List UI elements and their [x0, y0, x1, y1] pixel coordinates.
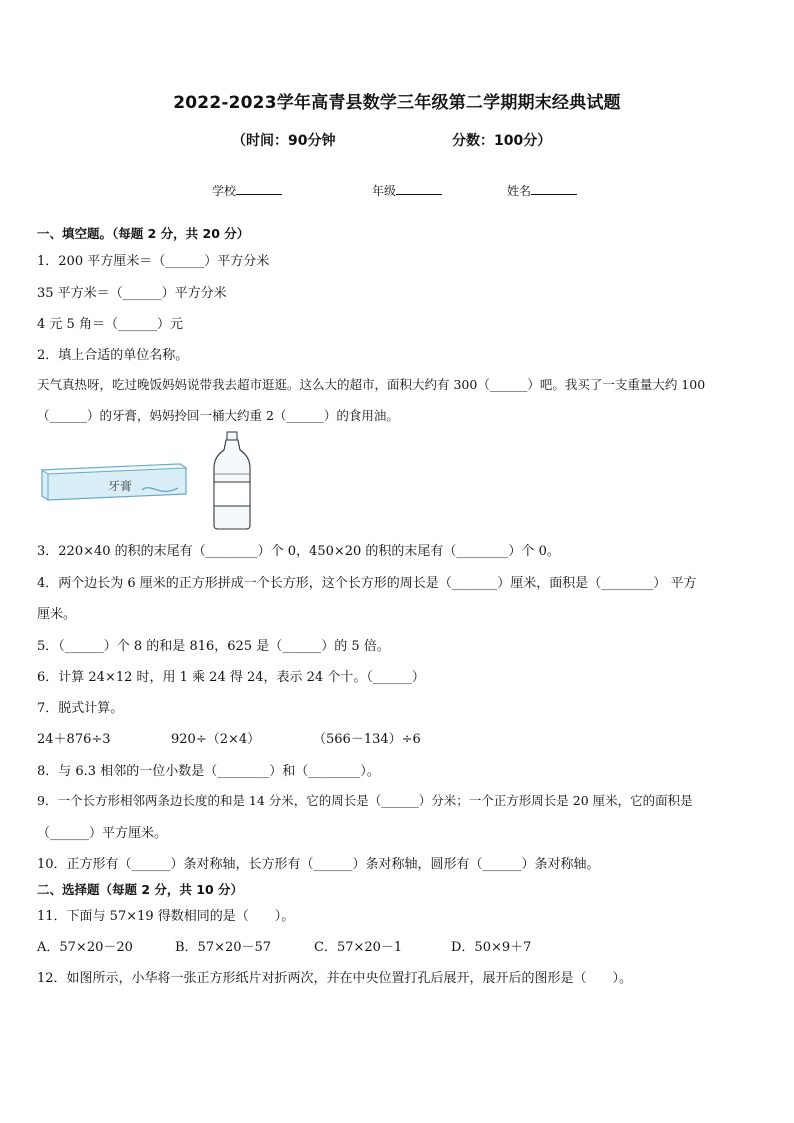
question-10: 10．正方形有（______）条对称轴，长方形有（______）条对称轴，圆形有（______）条对称轴。 — [37, 857, 600, 872]
school-field — [212, 182, 282, 199]
exam-title: 2022-2023学年高青县数学三年级第二学期期末经典试题 — [173, 93, 621, 113]
question-11-option-d: D．50×9＋7 — [451, 940, 532, 955]
question-11-option-a: A．57×20－20 — [37, 940, 133, 955]
section-fill-blank-heading: 一、填空题。（每题 2 分，共 20 分） — [37, 226, 250, 241]
question-11-option-b: B．57×20－57 — [175, 940, 272, 955]
question-3: 3．220×40 的积的末尾有（________）个 0，450×20 的积的末尾有（________）个 0。 — [37, 544, 560, 559]
question-9-line1: 9．一个长方形相邻两条边长度的和是 14 分米，它的周长是（______）分米；一个正方形周长是 20 厘米，它的面积是 — [37, 793, 693, 808]
question-8: 8．与 6.3 相邻的一位小数是（________）和（________）。 — [37, 764, 380, 779]
grade-label: 年级 — [372, 184, 397, 198]
question-2-text-line1: 天气真热呀，吃过晚饭妈妈说带我去超市逛逛。这么大的超市，面积大约有 300（______）吧。我买了一支重量大约 100 — [37, 377, 706, 392]
question-4-line2: 厘米。 — [37, 607, 77, 622]
name-label: 姓名 — [507, 184, 532, 198]
question-7-expr-2: 920÷（2×4） — [171, 732, 261, 747]
question-1c: 4 元 5 角＝（______）元 — [37, 317, 183, 332]
question-7-expr-1: 24＋876÷3 — [37, 732, 111, 747]
question-12: 12．如图所示，小华将一张正方形纸片对折两次，并在中央位置打孔后展开，展开后的图形是（ ）。 — [37, 971, 633, 986]
question-5: 5．（______）个 8 的和是 816，625 是（______）的 5 倍。 — [37, 639, 390, 654]
question-7-expr-3: （566－134）÷6 — [313, 732, 421, 747]
question-11-option-c: C．57×20－1 — [314, 940, 403, 955]
exam-time: （时间：90分钟 — [232, 133, 336, 149]
question-6: 6．计算 24×12 时，用 1 乘 24 得 24，表示 24 个十。（______） — [37, 670, 425, 685]
question-9-line2: （______）平方厘米。 — [37, 826, 168, 841]
question-1b: 35 平方米＝（______）平方分米 — [37, 286, 227, 301]
question-2-text-line2: （______）的牙膏，妈妈拎回一桶大约重 2（______）的食用油。 — [37, 408, 399, 423]
question-11: 11．下面与 57×19 得数相同的是（ ）。 — [37, 909, 295, 924]
name-blank — [531, 184, 577, 195]
school-blank — [236, 184, 282, 195]
school-label: 学校 — [212, 184, 237, 198]
exam-score: 分数：100分） — [452, 133, 552, 149]
question-4-line1: 4．两个边长为 6 厘米的正方形拼成一个长方形，这个长方形的周长是（_______）厘米，面积是（________） 平方 — [37, 576, 697, 591]
question-2: 2．填上合适的单位名称。 — [37, 348, 189, 363]
section-choice-heading: 二、选择题（每题 2 分，共 10 分） — [37, 882, 244, 897]
grade-field — [372, 182, 442, 199]
name-field — [507, 182, 577, 199]
question-1a: 1．200 平方厘米＝（______）平方分米 — [37, 254, 270, 269]
toothpaste-label: 牙膏 — [108, 479, 133, 493]
grade-blank — [396, 184, 442, 195]
oil-bottle-illustration — [210, 430, 254, 530]
question-7: 7．脱式计算。 — [37, 701, 124, 716]
